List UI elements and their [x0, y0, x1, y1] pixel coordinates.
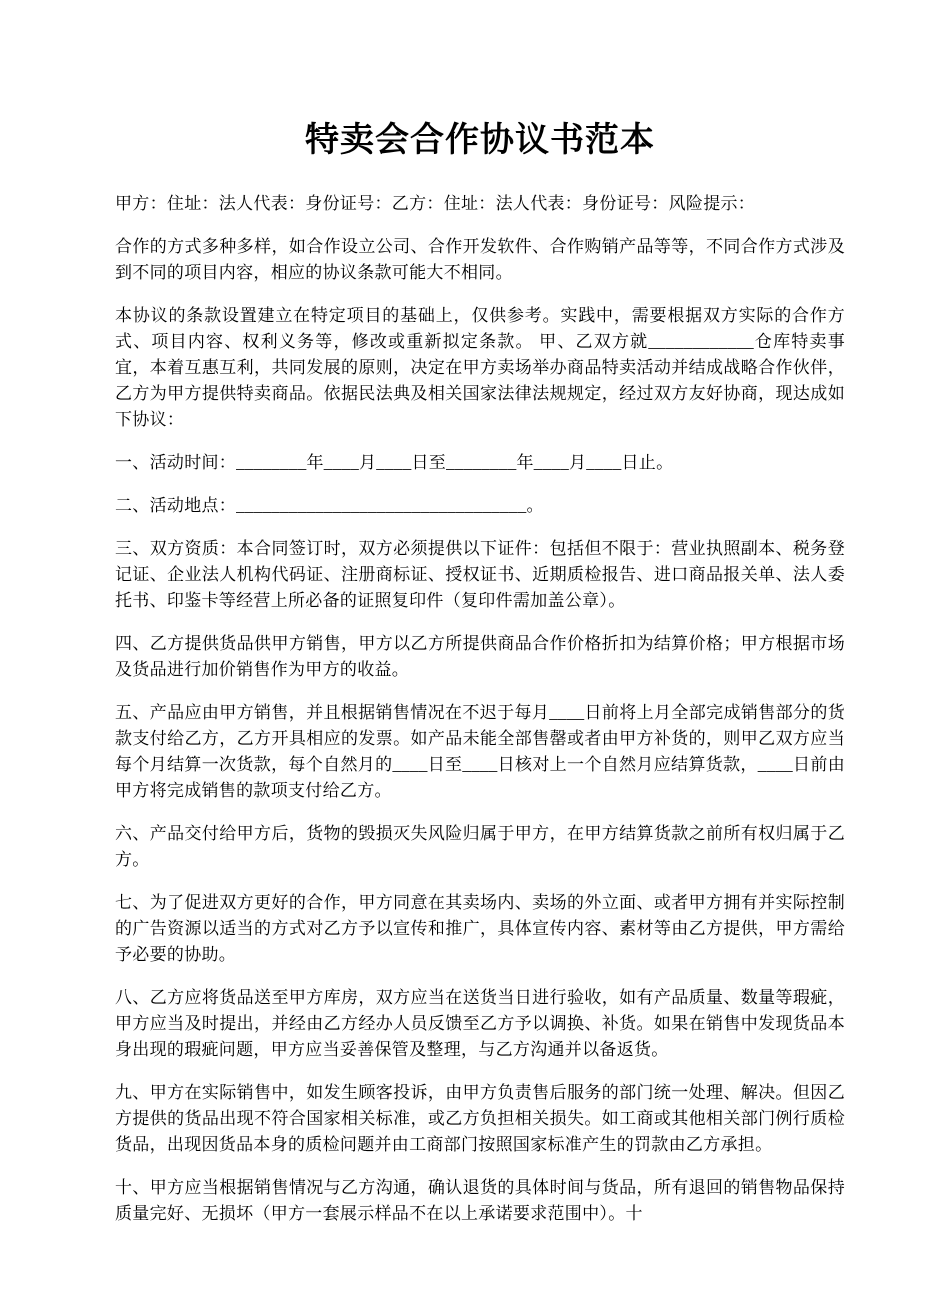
paragraph-clause-2-location: 二、活动地点：_________________________________。: [115, 496, 544, 515]
paragraph-clause-1-time: 一、活动时间：________年____月____日至________年____月____日止。: [115, 453, 674, 472]
paragraph-preamble: 本协议的条款设置建立在特定项目的基础上，仅供参考。实践中，需要根据双方实际的合作方式、项目内容、权利义务等，修改或重新拟定条款。 甲、乙双方就____________仓库特卖事宜，本着互惠互利，共同发展的原则，决定在甲方卖场举办商品特卖活动并结成战略合作伙伴，乙方为甲方提供特卖商品。依据民法典及相关国家法律法规规定，经过双方友好协商，现达成如下协议：: [115, 306, 845, 429]
paragraph-clause-5-settlement: 五、产品应由甲方销售，并且根据销售情况在不迟于每月____日前将上月全部完成销售部分的货款支付给乙方，乙方开具相应的发票。如产品未能全部售罄或者由甲方补货的，则甲乙双方应当每个月结算一次货款，每个自然月的____日至____日核对上一个自然月应结算货款，____日前由甲方将完成销售的款项支付给乙方。: [115, 703, 845, 800]
paragraph-parties: 甲方：住址：法人代表：身份证号：乙方：住址：法人代表：身份证号：风险提示：: [115, 194, 756, 213]
paragraph-clause-7-promotion: 七、为了促进双方更好的合作，甲方同意在其卖场内、卖场的外立面、或者甲方拥有并实际控制的广告资源以适当的方式对乙方予以宣传和推广，具体宣传内容、素材等由乙方提供，甲方需给予必要的协助。: [115, 893, 845, 964]
paragraph-risk-note-1: 合作的方式多种多样，如合作设立公司、合作开发软件、合作购销产品等等，不同合作方式涉及到不同的项目内容，相应的协议条款可能大不相同。: [115, 237, 845, 282]
paragraph-clause-8-delivery: 八、乙方应将货品送至甲方库房，双方应当在送货当日进行验收，如有产品质量、数量等瑕疵，甲方应当及时提出，并经由乙方经办人员反馈至乙方予以调换、补货。如果在销售中发现货品本身出现的瑕疵问题，甲方应当妥善保管及整理，与乙方沟通并以备返货。: [115, 988, 845, 1059]
paragraph-clause-10-returns: 十、甲方应当根据销售情况与乙方沟通，确认退货的具体时间与货品，所有退回的销售物品保持质量完好、无损坏（甲方一套展示样品不在以上承诺要求范围中）。十: [115, 1178, 845, 1223]
paragraph-clause-4-pricing: 四、乙方提供货品供甲方销售，甲方以乙方所提供商品合作价格折扣为结算价格；甲方根据市场及货品进行加价销售作为甲方的收益。: [115, 634, 845, 679]
paragraph-clause-9-complaints: 九、甲方在实际销售中，如发生顾客投诉，由甲方负责售后服务的部门统一处理、解决。但因乙方提供的货品出现不符合国家相关标准，或乙方负担相关损失。如工商或其他相关部门例行质检货品，出现因货品本身的质检问题并由工商部门按照国家标准产生的罚款由乙方承担。: [115, 1083, 845, 1154]
paragraph-clause-6-risk: 六、产品交付给甲方后，货物的毁损灭失风险归属于甲方，在甲方结算货款之前所有权归属于乙方。: [115, 824, 845, 869]
paragraph-clause-3-qualifications: 三、双方资质：本合同签订时，双方必须提供以下证件：包括但不限于：营业执照副本、税务登记证、企业法人机构代码证、注册商标证、授权证书、近期质检报告、进口商品报关单、法人委托书、印鉴卡等经营上所必备的证照复印件（复印件需加盖公章）。: [115, 539, 845, 610]
document-title: 特卖会合作协议书范本: [305, 121, 655, 159]
